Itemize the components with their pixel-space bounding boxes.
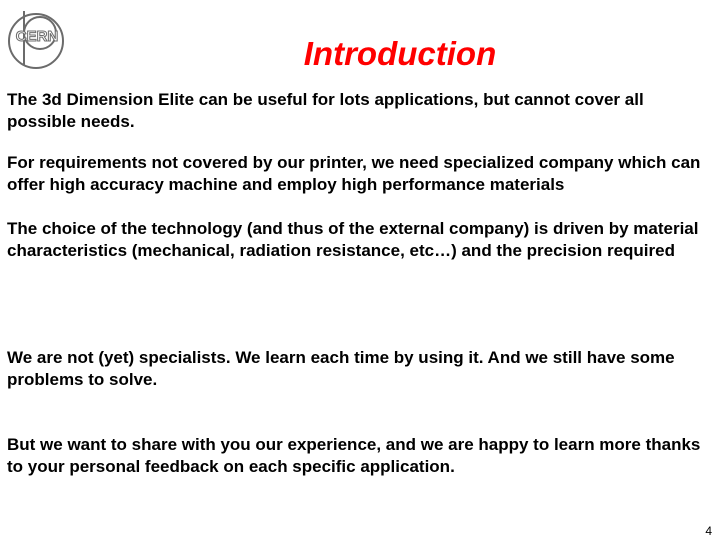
logo-text: CERN [15,28,59,45]
paragraph-share-experience: But we want to share with you our experience, and we are happy to learn more thanks to your personal feedback on each specific application. [7,435,701,476]
cern-logo [4,5,68,71]
paragraph-technology-choice: The choice of the technology (and thus of the external company) is driven by material characteristics (mechanical, radiation resistance, etc…) and the precision required [7,219,699,260]
paragraph-specialized-company: For requirements not covered by our printer, we need specialized company which can offer high accuracy machine and employ high performance materials [7,153,701,194]
paragraph-not-specialists: We are not (yet) specialists. We learn each time by using it. And we still have some problems to solve. [7,348,675,389]
paragraph-printer-limits: The 3d Dimension Elite can be useful for lots applications, but cannot cover all possible needs. [7,90,644,131]
slide-title: Introduction [303,35,497,72]
page-number: 4 [705,524,712,538]
